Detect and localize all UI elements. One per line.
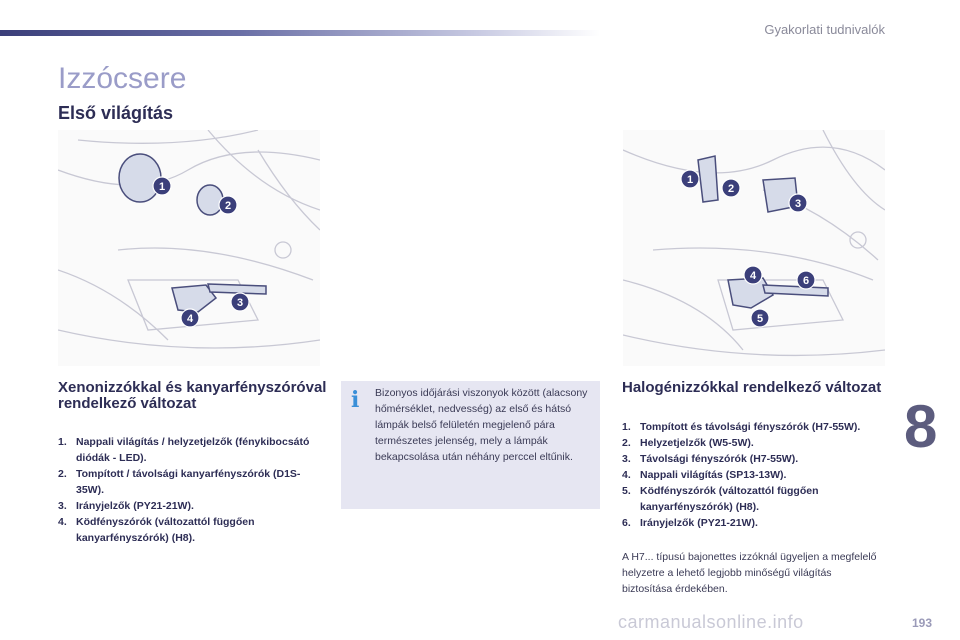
svg-text:1: 1: [686, 174, 694, 186]
svg-text:4: 4: [749, 270, 757, 282]
svg-text:6: 6: [802, 275, 810, 287]
svg-text:4: 4: [186, 313, 194, 325]
svg-text:3: 3: [794, 198, 802, 210]
list-item: 1. Nappali világítás / helyzetjelzők (fénykibocsátó diódák - LED).: [58, 436, 310, 464]
list-item: 5. Ködfényszórók (változattól függően kanyarfényszórók) (H8).: [622, 485, 819, 513]
svg-text:5: 5: [756, 313, 764, 325]
chapter-number: 8: [904, 393, 938, 460]
list-item: 2. Tompított / távolsági kanyarfényszórók (D1S-35W).: [58, 468, 301, 496]
xenon-headlamp-illustration: [58, 130, 320, 366]
list-item: 2. Helyzetjelzők (W5-5W).: [622, 437, 754, 449]
halogen-heading: Halogénizzókkal rendelkező változat: [622, 379, 882, 396]
svg-text:2: 2: [224, 200, 232, 212]
halogen-note: A H7... típusú bajonettes izzóknál ügyeljen a megfelelő helyzetre a lehető legjobb minőségű világítás biztosítása érdekében.: [622, 551, 877, 595]
info-text: Bizonyos időjárási viszonyok között (alacsony hőmérséklet, nedvesség) az első és hátsó lámpák belső felületén megjelenő pára természetes jelenség, mely a lámpák bekapcsolása után néhány perccel eltűnik.: [375, 387, 588, 463]
svg-text:1: 1: [158, 181, 166, 193]
svg-text:2: 2: [727, 183, 735, 195]
page-title: Izzócsere: [58, 62, 187, 95]
svg-text:3: 3: [236, 297, 244, 309]
page-subtitle: Első világítás: [58, 103, 174, 123]
list-item: 1. Tompított és távolsági fényszórók (H7-55W).: [622, 421, 861, 433]
list-item: 4. Ködfényszórók (változattól függően kanyarfényszórók) (H8).: [58, 516, 255, 544]
halogen-bulb-list: [622, 419, 882, 531]
watermark: carmanualsonline.info: [618, 612, 804, 632]
xenon-heading: Xenonizzókkal és kanyarfényszóróval rendelkező változat: [58, 379, 327, 412]
list-item: 3. Irányjelzők (PY21-21W).: [58, 500, 194, 512]
list-item: 6. Irányjelzők (PY21-21W).: [622, 517, 758, 529]
list-item: 3. Távolsági fényszórók (H7-55W).: [622, 453, 799, 465]
halogen-headlamp-illustration: [623, 130, 885, 366]
list-item: 4. Nappali világítás (SP13-13W).: [622, 469, 787, 481]
info-box: [341, 381, 600, 509]
header-bar: [0, 30, 600, 36]
info-icon: i: [351, 387, 360, 413]
xenon-bulb-list: [58, 434, 328, 546]
section-label: Gyakorlati tudnivalók: [764, 22, 885, 37]
page-number: 193: [912, 616, 933, 630]
